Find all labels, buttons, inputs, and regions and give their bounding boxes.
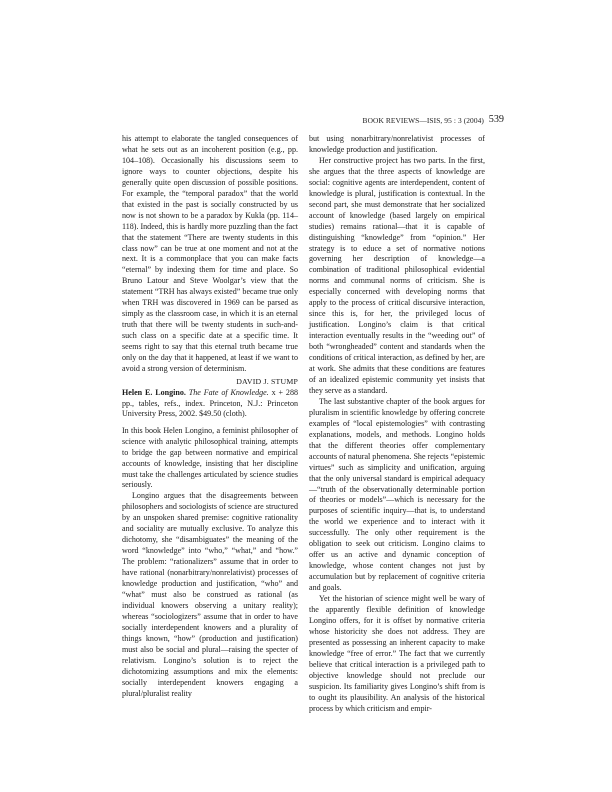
page-number: 539	[488, 114, 504, 125]
citation-title: The Fate of Knowledge.	[188, 387, 269, 397]
left-paragraph-1: In this book Helen Longino, a feminist philosopher of science with analytic philosophical training, attempts to bridge the gap between normative and empirical accounts of knowledge, insisting that her discipline must take the challenges articulated by science studies seriously.	[122, 425, 298, 490]
left-continuation: his attempt to elaborate the tangled consequences of what he sets out as an incoherent position (e.g., pp. 104–108). Occasionally his discussions seem to ignore ways to counter objections, despite his generally quite open discussion of possible positions. For example, the “temporal paradox” that the world that existed in the past is socially constructed by us now is not shown to be a paradox by Kukla (pp. 114–118). Indeed, this is hardly more puzzling than the fact that the statement “There are twenty students in this class now” can be true at one moment and not at the next. It is a commonplace that you can make facts “eternal” by indexing them for time and place. So Bruno Latour and Steve Woolgar’s view that the statement “TRH has always existed” became true only when TRH was discovered in 1969 can be parsed as simply as the classroom case, in which it is an eternal truth that there will be twenty students in such-and-such class on a specific date at a specific time. It seems right to say that this eternal truth became true only on the day that it happened, at least if we want to avoid a strong version of determinism.	[122, 134, 299, 374]
citation-author: Helen E. Longino.	[122, 387, 186, 397]
right-column	[309, 134, 485, 715]
running-header	[122, 114, 504, 128]
right-paragraph-3: Yet the historian of science might well be wary of the apparently flexible definition of knowledge Longino offers, for it is offset by normative criteria whose historicity she does not address. They are presented as possessing an inherent capacity to make knowledge “free of error.” The fact that we currently believe that critical interaction is a privileged path to objective knowledge should not preclude our suspicion. Its familiarity gives Longino’s shift from is to ought its plausibility. An analysis of the historical process by which criticism and empir-	[309, 594, 485, 713]
left-paragraph-2: Longino argues that the disagreements between philosophers and sociologists of science are structured by an unspoken shared premise: cognitive rationality and sociality are mutually exclusive. To analyze this dichotomy, she “disambiguates” the meaning of the word “knowledge” into “who,” “what,” and “how.” The problem: “rationalizers” assume that in order to have rational (nonarbitrary/nonrelativist) processes of knowledge production and justification, “who” and “what” must also be construed as rational (as individual knowers observing a unitary reality); whereas “sociologizers” assume that in order to have socially interdependent knowers and a plurality of things known, “how” (production and justification) must also be social and plural—raising the specter of relativism. Longino’s solution is to reject the dichotomizing assumptions and mix the elements: socially interdependent knowers engaging a plural/pluralist reality	[122, 491, 298, 698]
citation-details: x + 288 pp., tables, refs., index. Princeton, N.J.: Princeton University Press, 2002. $49.50 (cloth).	[122, 387, 299, 419]
left-column	[122, 134, 298, 700]
right-paragraph-1: Her constructive project has two parts. In the first, she argues that the three aspects of knowledge are social: cognitive agents are interdependent, content of knowledge is plural, justification is contextual. In the second part, she must demonstrate that her socialized account of knowledge (based largely on empirical studies) remains rational—that it is capable of distinguishing “knowledge” from “opinion.” Her strategy is to educe a set of normative notions governing her description of knowledge—a combination of traditional philosophical evidential norms and communal norms of criticism. She is especially concerned with developing norms that apply to the process of critical discursive interaction, since this is, for her, the privileged locus of justification. Longino’s claim is that critical interaction eventually results in the “weeding out” of both “wrongheaded” content and standards when the conditions of critical interaction, as defined by her, are at work. She admits that these conditions are features of an idealized epistemic community yet insists that they serve as a standard.	[309, 155, 485, 395]
review-signature: DAVID J. STUMP	[236, 376, 298, 386]
running-head: BOOK REVIEWS—ISIS, 95 : 3 (2004)	[362, 116, 484, 125]
right-continuation: but using nonarbitrary/nonrelativist processes of knowledge production and justification.	[309, 134, 485, 154]
book-citation	[122, 388, 298, 420]
right-paragraph-2: The last substantive chapter of the book argues for pluralism in scientific knowledge by offering concrete examples of “local epistemologies” with contrasting explanations, models, and methods. Longino holds that the different theories offer complementary accounts of natural phenomena. She rejects “epistemic virtues” such as simplicity and unification, arguing that the only universal standard is empirical adequacy—“truth of the observationally determinable portion of theories or models”—which is necessary for the purposes of scientific inquiry—that is, to understand the world we experience and to interact with it successfully. The only other requirement is the obligation to seek out criticism. Longino claims to offer us an active and dynamic conception of knowledge, whose content changes not just by accumulation but by replacement of cognitive criteria and goals.	[309, 396, 485, 593]
